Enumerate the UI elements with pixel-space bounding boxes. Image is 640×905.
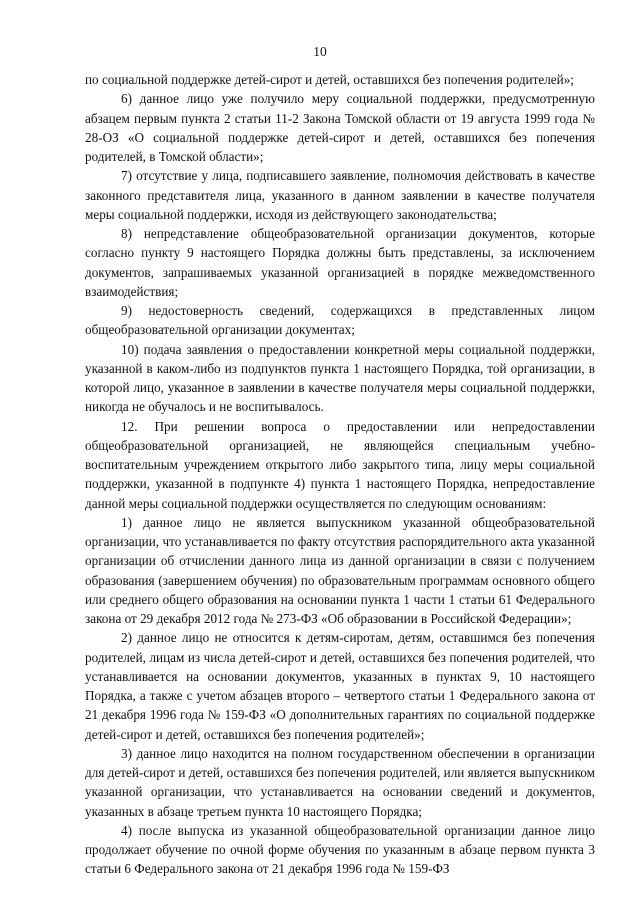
paragraph-sub-2: 2) данное лицо не относится к детям-сиротам, детям, оставшимся без попечения родителей, лицам из числа детей-сирот и детей, оставшихся без попечения родителей, что устанавливается на основании документов, указанных в пунктах 9, 10 настоящего Порядка, а также с учетом абзацев второго – четвертого статьи 1 Федерального закона от 21 декабря 1996 года № 159-ФЗ «О дополнительных гарантиях по социальной поддержке детей-сирот и детей, оставшихся без попечения родителей»; [85,630,595,742]
paragraph-sub-3: 3) данное лицо находится на полном государственном обеспечении в организации для детей-сирот и детей, оставшихся без попечения родителей, или является выпускником указанной организации, что устанавливается на основании сведений и документов, указанных в абзаце третьем пункта 10 настоящего Порядка; [85,745,595,819]
paragraph-item-6: 6) данное лицо уже получило меру социальной поддержки, предусмотренную абзацем первым пункта 2 статьи 11-2 Закона Томской области от 19 августа 1999 года № 28-ОЗ «О социальной поддержке детей-сирот и детей, оставшихся без попечения родителей, в Томской области»; [85,91,595,164]
paragraph-sub-4: 4) после выпуска из указанной общеобразовательной организации данное лицо продолжает обучение по очной форме обучения по указанным в абзаце первом пункта 3 статьи 6 Федерального закона от 21 декабря 1996 года № 159-ФЗ [85,822,595,877]
paragraph-continuation: по социальной поддержке детей-сирот и детей, оставшихся без попечения родителей»; [85,72,574,87]
paragraph-item-9: 9) недостоверность сведений, содержащихся в представленных лицом общеобразовательной организации документах; [85,303,595,338]
paragraph-item-8: 8) непредставление общеобразовательной организации документов, которые согласно пункту 9 настоящего Порядка должны быть представлены, за исключением документов, запрашиваемых указанной организацией в порядке межведомственного взаимодействия; [85,226,595,299]
document-body [85,70,595,879]
paragraph-section-12: 12. При решении вопроса о предоставлении или непредоставлении общеобразовательной организацией, не являющейся специальным учебно-воспитательным учреждением открытого либо закрытого типа, лицу меры социальной поддержки, указанной в подпункте 4) пункта 1 настоящего Порядка, непредоставление данной меры социальной поддержки осуществляется по следующим основаниям: [85,418,595,511]
paragraph-item-7: 7) отсутствие у лица, подписавшего заявление, полномочия действовать в качестве законного представителя лица, указанного в данном заявлении в качестве получателя меры социальной поддержки, исходя из действующего законодательства; [85,168,595,222]
paragraph-sub-1: 1) данное лицо не является выпускником указанной общеобразовательной организации, что устанавливается по факту отсутствия распорядительного акта указанной организации об отчислении данного лица из данной организации в связи с получением образования (завершением обучения) по образовательным программам основного общего или среднего общего образования на основании пункта 1 части 1 статьи 61 Федерального закона от 29 декабря 2012 года № 273-ФЗ «Об образовании в Российской Федерации»; [85,514,595,626]
page-number: 10 [313,44,327,59]
paragraph-item-10: 10) подача заявления о предоставлении конкретной меры социальной поддержки, указанной в каком-либо из подпунктов пункта 1 настоящего Порядка, той организации, в которой лицо, указанное в заявлении в качестве получателя меры социальной поддержки, никогда не обучалось и не воспитывалось. [85,341,595,415]
